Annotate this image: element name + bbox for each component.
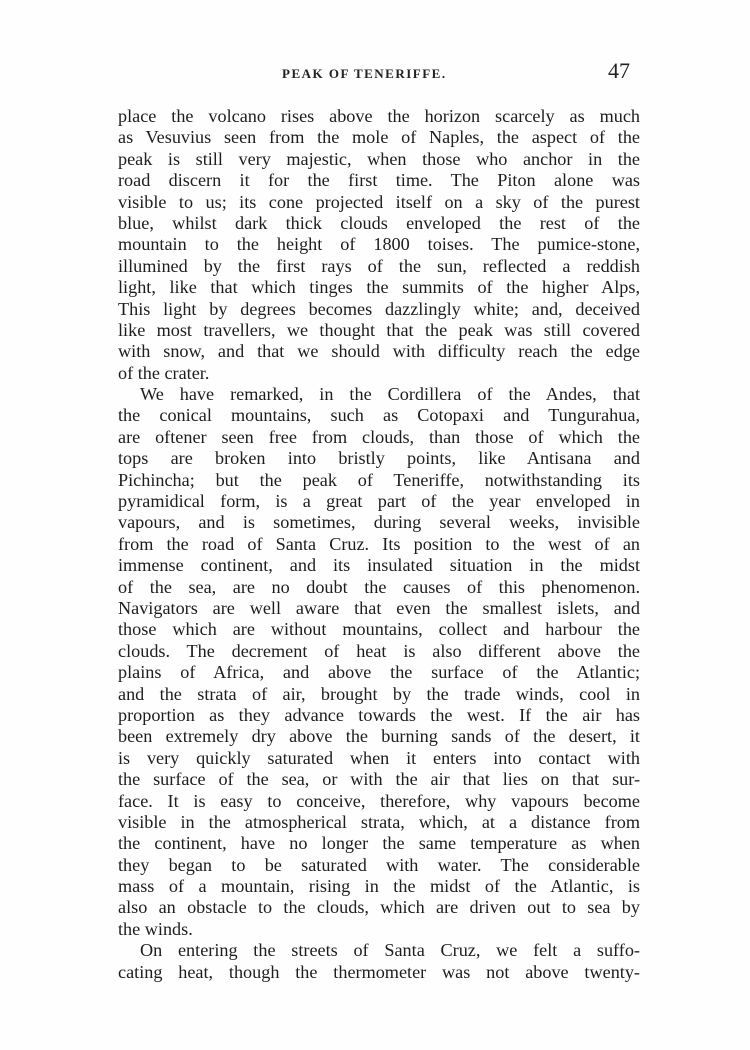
- paragraph: [118, 940, 640, 983]
- text-line: Pichincha; but the peak of Teneriffe, notwithstanding its: [118, 469, 640, 490]
- text-line: as Vesuvius seen from the mole of Naples, the aspect of the: [118, 127, 640, 148]
- text-line: proportion as they advance towards the west. If the air has: [118, 704, 640, 725]
- paragraph: [118, 384, 640, 940]
- text-line: light, like that which tinges the summits of the higher Alps,: [118, 277, 640, 298]
- text-line: of the sea, are no doubt the causes of this phenomenon.: [118, 576, 640, 597]
- text-line: place the volcano rises above the horizon scarcely as much: [118, 106, 640, 126]
- text-line: cating heat, though the thermometer was not above twenty-: [118, 961, 640, 982]
- text-line: blue, whilst dark thick clouds enveloped the rest of the: [118, 212, 640, 233]
- body-text: [118, 106, 640, 983]
- text-line: from the road of Santa Cruz. Its position to the west of an: [118, 533, 640, 554]
- text-line: those which are without mountains, collect and harbour the: [118, 619, 640, 640]
- text-line: mountain to the height of 1800 toises. The pumice-stone,: [118, 234, 640, 255]
- text-line: are oftener seen free from clouds, than those of which the: [118, 426, 640, 447]
- text-line: is very quickly saturated when it enters into contact with: [118, 747, 640, 768]
- text-line: road discern it for the first time. The Piton alone was: [118, 170, 640, 191]
- text-line: plains of Africa, and above the surface of the Atlantic;: [118, 662, 640, 683]
- text-line: with snow, and that we should with difficulty reach the edge: [118, 341, 640, 362]
- text-line: Navigators are well aware that even the smallest islets, and: [118, 597, 640, 618]
- text-line: also an obstacle to the clouds, which are driven out to sea by: [118, 897, 640, 918]
- text-line: tops are broken into bristly points, like Antisana and: [118, 448, 640, 469]
- text-line: of the crater.: [118, 362, 210, 383]
- page-number: 47: [608, 58, 630, 83]
- text-line: the continent, have no longer the same temperature as when: [118, 833, 640, 854]
- text-line: visible to us; its cone projected itself on a sky of the purest: [118, 191, 640, 212]
- text-line: and the strata of air, brought by the trade winds, cool in: [118, 683, 640, 704]
- text-line: clouds. The decrement of heat is also different above the: [118, 640, 640, 661]
- text-line: like most travellers, we thought that the peak was still covered: [118, 319, 640, 340]
- text-line: the conical mountains, such as Cotopaxi and Tungurahua,: [118, 405, 640, 426]
- text-line: immense continent, and its insulated situation in the midst: [118, 555, 640, 576]
- text-line: visible in the atmospherical strata, which, at a distance from: [118, 811, 640, 832]
- text-line: the winds.: [118, 918, 193, 939]
- text-line: On entering the streets of Santa Cruz, we felt a suffo-: [140, 940, 640, 961]
- text-line: We have remarked, in the Cordillera of the Andes, that: [140, 384, 640, 405]
- text-line: pyramidical form, is a great part of the year enveloped in: [118, 491, 640, 512]
- text-line: been extremely dry above the burning sands of the desert, it: [118, 726, 640, 747]
- text-line: This light by degrees becomes dazzlingly white; and, deceived: [118, 298, 640, 319]
- text-line: illumined by the first rays of the sun, reflected a reddish: [118, 255, 640, 276]
- text-line: mass of a mountain, rising in the midst of the Atlantic, is: [118, 876, 640, 897]
- text-line: face. It is easy to conceive, therefore, why vapours become: [118, 790, 640, 811]
- text-line: the surface of the sea, or with the air that lies on that sur-: [118, 769, 640, 790]
- text-line: peak is still very majestic, when those who anchor in the: [118, 148, 640, 169]
- text-line: they began to be saturated with water. The considerable: [118, 854, 640, 875]
- paragraph: [118, 106, 640, 384]
- running-head: [0, 58, 750, 86]
- running-title: PEAK OF TENERIFFE.: [282, 66, 447, 81]
- text-line: vapours, and is sometimes, during several weeks, invisible: [118, 512, 640, 533]
